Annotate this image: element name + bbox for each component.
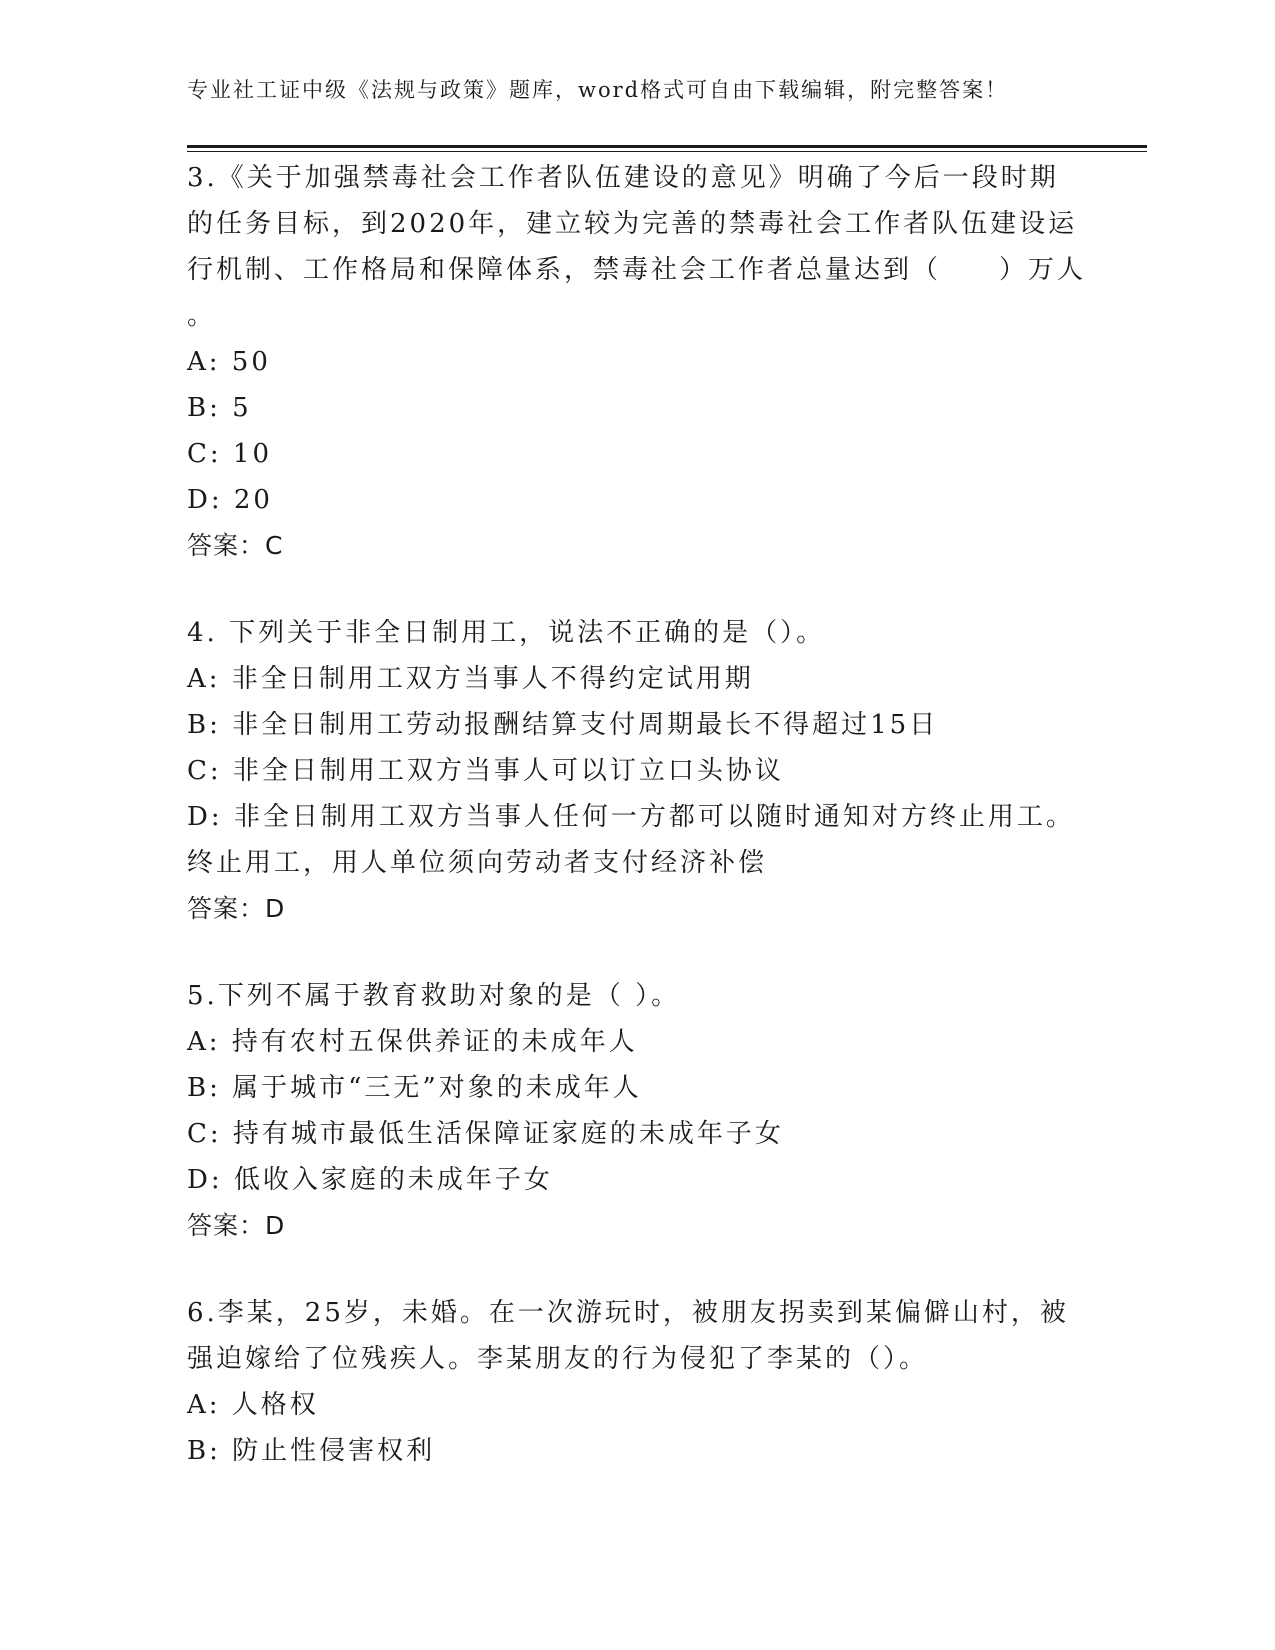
header-rule-thin bbox=[187, 151, 1147, 152]
option-d: D: 非全日制用工双方当事人任何一方都可以随时通知对方终止用工。 bbox=[187, 802, 1075, 832]
option-a: A: 持有农村五保供养证的未成年人 bbox=[187, 1027, 638, 1057]
question-stem-line: 5.下列不属于教育救助对象的是（ ）。 bbox=[187, 981, 681, 1011]
option-a: A: 50 bbox=[187, 347, 271, 377]
question-stem-line: 的任务目标，到2020年，建立较为完善的禁毒社会工作者队伍建设运 bbox=[187, 209, 1078, 239]
option-a: A: 非全日制用工双方当事人不得约定试用期 bbox=[187, 664, 754, 694]
question-stem-line: 强迫嫁给了位残疾人。李某朋友的行为侵犯了李某的（）。 bbox=[187, 1344, 929, 1374]
option-b: B: 属于城市“三无”对象的未成年人 bbox=[187, 1073, 642, 1103]
header-rule-thick bbox=[187, 145, 1147, 148]
question-stem-line: 3.《关于加强禁毒社会工作者队伍建设的意见》明确了今后一段时期 bbox=[187, 163, 1059, 193]
question-gap bbox=[187, 932, 1067, 973]
question-stem-line: 4. 下列关于非全日制用工，说法不正确的是（）。 bbox=[187, 618, 826, 648]
question-3 bbox=[187, 155, 1087, 569]
option-d: D: 20 bbox=[187, 485, 273, 515]
page-header: 专业社工证中级《法规与政策》题库，word格式可自由下载编辑，附完整答案！ bbox=[187, 78, 1009, 102]
answer-line: 答案：D bbox=[187, 894, 286, 923]
question-6 bbox=[187, 1290, 1067, 1474]
question-stem-line: 行机制、工作格局和保障体系，禁毒社会工作者总量达到（ ）万人 bbox=[187, 255, 1087, 285]
question-stem-line: 。 bbox=[187, 301, 217, 331]
option-c: C: 持有城市最低生活保障证家庭的未成年子女 bbox=[187, 1119, 784, 1149]
option-c: C: 非全日制用工双方当事人可以订立口头协议 bbox=[187, 756, 784, 786]
answer-line: 答案：D bbox=[187, 1211, 286, 1240]
option-c: C: 10 bbox=[187, 439, 273, 469]
question-list bbox=[187, 155, 1087, 1474]
option-b: B: 非全日制用工劳动报酬结算支付周期最长不得超过15日 bbox=[187, 710, 939, 740]
option-a: A: 人格权 bbox=[187, 1390, 319, 1420]
question-stem-line: 6.李某，25岁，未婚。在一次游玩时，被朋友拐卖到某偏僻山村，被 bbox=[187, 1298, 1069, 1328]
option-d-continued: 终止用工，用人单位须向劳动者支付经济补偿 bbox=[187, 848, 768, 878]
question-gap bbox=[187, 569, 1067, 610]
answer-line: 答案：C bbox=[187, 531, 284, 560]
option-b: B: 防止性侵害权利 bbox=[187, 1436, 436, 1466]
question-5 bbox=[187, 973, 1067, 1249]
option-d: D: 低收入家庭的未成年子女 bbox=[187, 1165, 553, 1195]
question-4 bbox=[187, 610, 1075, 932]
option-b: B: 5 bbox=[187, 393, 252, 423]
question-gap bbox=[187, 1249, 1067, 1290]
